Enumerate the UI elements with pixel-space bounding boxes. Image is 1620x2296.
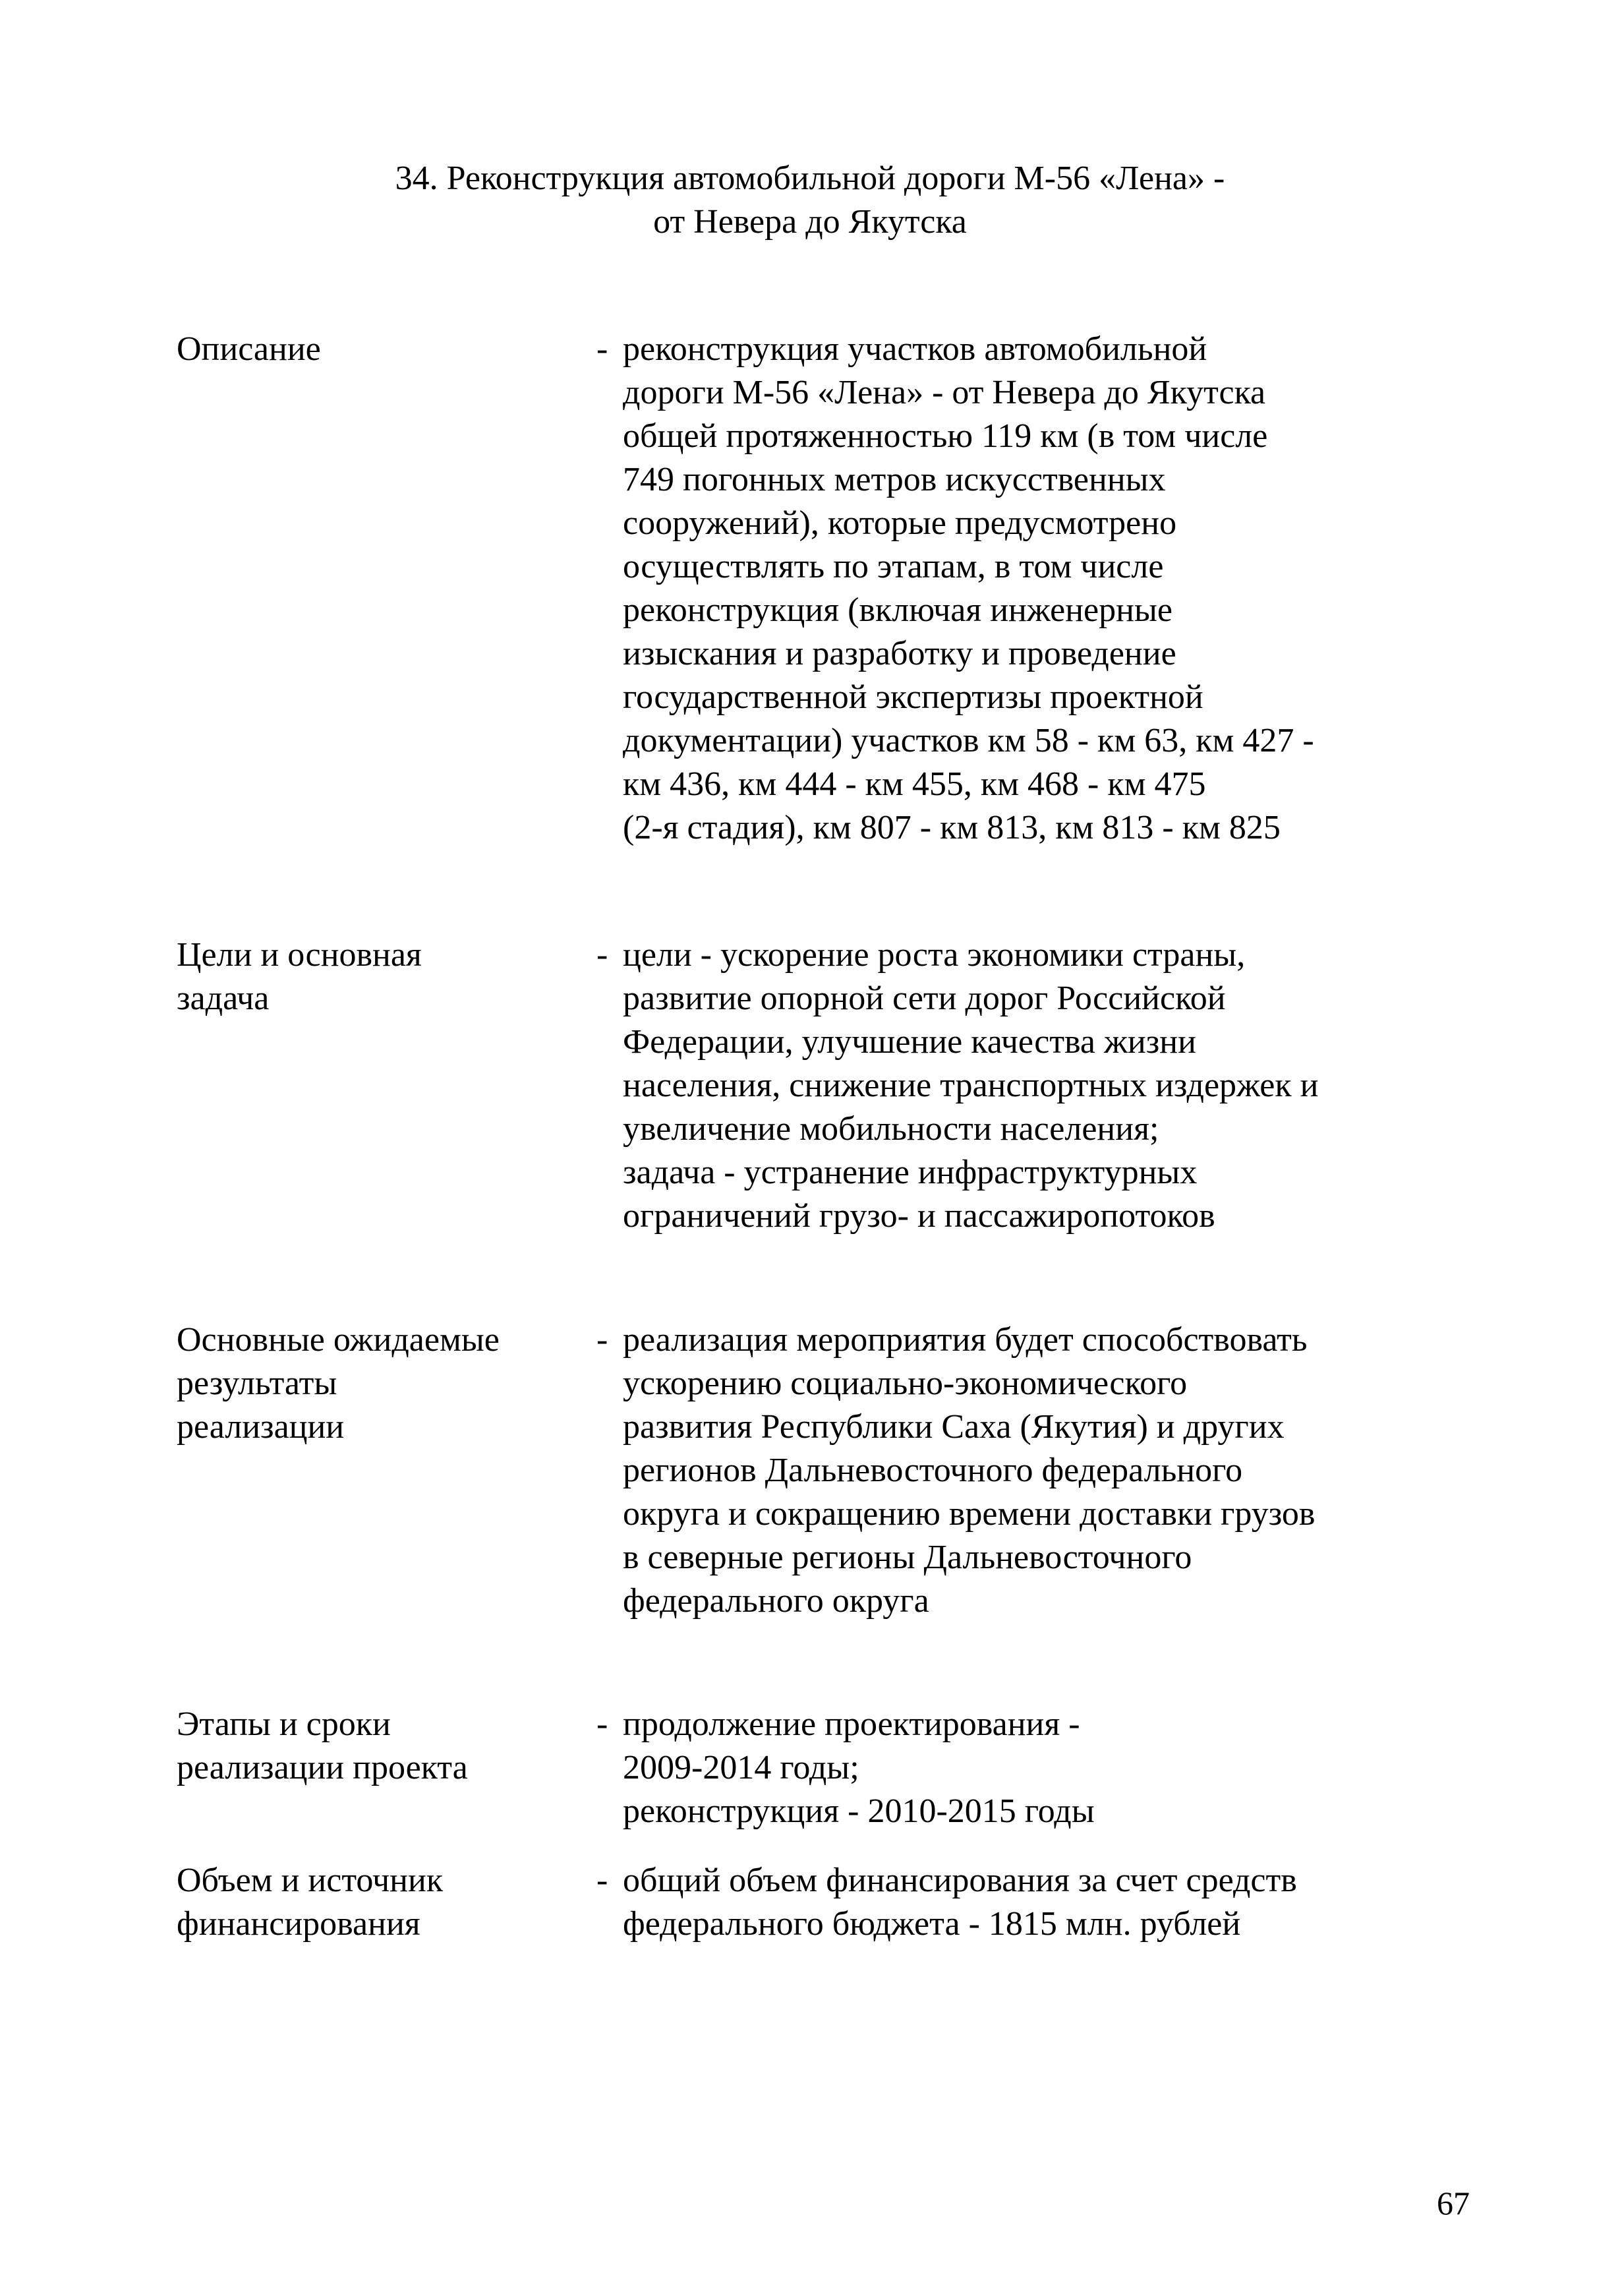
section-label: [177, 933, 585, 1020]
label-line: задача: [177, 980, 270, 1017]
body-line: Федерации, улучшение качества жизни: [623, 1023, 1196, 1061]
list-dash: -: [596, 1321, 608, 1359]
body-line: регионов Дальневосточного федерального: [623, 1452, 1243, 1489]
body-line: реконструкция - 2010-2015 годы: [623, 1792, 1095, 1830]
body-line: населения, снижение транспортных издержек и: [623, 1067, 1319, 1104]
body-line: 2009-2014 годы;: [623, 1749, 859, 1786]
list-dash: -: [596, 1862, 608, 1899]
section-body: [623, 1859, 1480, 1946]
body-line: 749 погонных метров искусственных: [623, 461, 1166, 498]
section-label: [177, 328, 585, 371]
body-line: развития Республики Саха (Якутия) и других: [623, 1408, 1285, 1446]
body-line: государственной экспертизы проектной: [623, 678, 1203, 716]
section-body: [623, 1318, 1480, 1623]
body-line: реализация мероприятия будет способствовать: [623, 1321, 1308, 1359]
label-line: Описание: [177, 330, 321, 368]
body-line: осуществлять по этапам, в том числе: [623, 548, 1164, 585]
body-line: ограничений грузо- и пассажиропотоков: [623, 1197, 1215, 1235]
section-label: [177, 1703, 585, 1790]
body-line: в северные регионы Дальневосточного: [623, 1539, 1192, 1576]
label-line: финансирования: [177, 1905, 420, 1943]
section-body: [623, 1703, 1480, 1833]
body-line: дороги М-56 «Лена» - от Невера до Якутска: [623, 374, 1266, 411]
body-line: реконструкция участков автомобильной: [623, 330, 1207, 368]
list-dash: -: [596, 1705, 608, 1743]
body-line: развитие опорной сети дорог Российской: [623, 980, 1226, 1017]
body-line: км 436, км 444 - км 455, км 468 - км 475: [623, 765, 1206, 803]
body-line: изыскания и разработку и проведение: [623, 635, 1176, 672]
body-line: цели - ускорение роста экономики страны,: [623, 936, 1246, 974]
body-line: документации) участков км 58 - км 63, км 427 -: [623, 722, 1314, 759]
label-line: Основные ожидаемые: [177, 1321, 500, 1359]
section-label: [177, 1318, 585, 1449]
body-line: (2-я стадия), км 807 - км 813, км 813 - км 825: [623, 809, 1281, 846]
body-line: ускорению социально-экономического: [623, 1365, 1188, 1402]
label-line: реализации: [177, 1408, 345, 1446]
body-line: общей протяженностью 119 км (в том числе: [623, 417, 1268, 455]
label-line: Объем и источник: [177, 1862, 444, 1899]
body-line: увеличение мобильности населения;: [623, 1110, 1159, 1148]
list-dash: -: [596, 936, 608, 974]
body-line: задача - устранение инфраструктурных: [623, 1154, 1198, 1191]
section-body: [623, 328, 1480, 850]
section-body: [623, 933, 1480, 1238]
body-line: округа и сокращению времени доставки грузов: [623, 1495, 1316, 1533]
title-line-2: от Невера до Якутска: [653, 203, 967, 241]
body-line: федерального округа: [623, 1582, 929, 1620]
body-line: реконструкция (включая инженерные: [623, 591, 1172, 629]
title-line-1: 34. Реконструкция автомобильной дороги М-56 «Лена» -: [395, 160, 1225, 197]
label-line: Этапы и сроки: [177, 1705, 391, 1743]
body-line: продолжение проектирования -: [623, 1705, 1080, 1743]
label-line: Цели и основная: [177, 936, 422, 974]
body-line: сооружений), которые предусмотрено: [623, 504, 1177, 542]
body-line: общий объем финансирования за счет средств: [623, 1862, 1297, 1899]
label-line: реализации проекта: [177, 1749, 468, 1786]
section-label: [177, 1859, 585, 1946]
list-dash: -: [596, 330, 608, 368]
page-number: 67: [1437, 2185, 1470, 2222]
label-line: результаты: [177, 1365, 337, 1402]
document-title: [0, 157, 1620, 244]
body-line: федерального бюджета - 1815 млн. рублей: [623, 1905, 1241, 1943]
